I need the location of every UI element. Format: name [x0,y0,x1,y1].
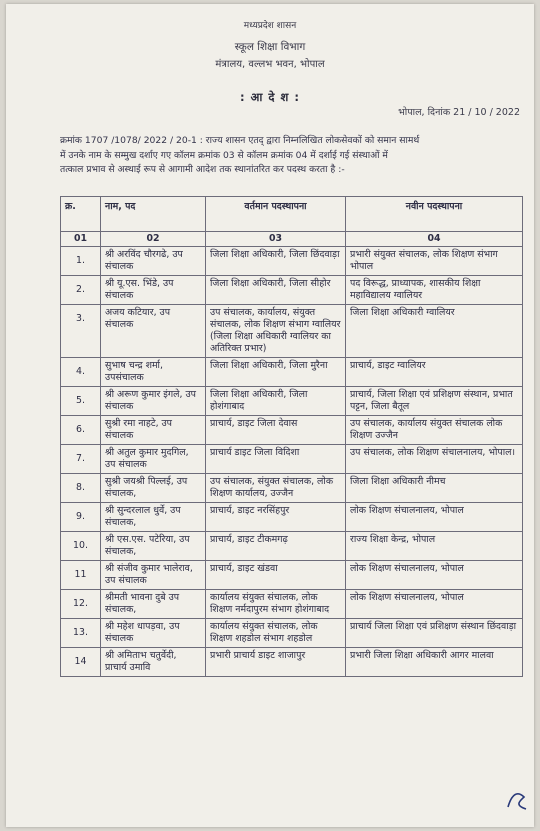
row-current-posting: उप संचालक, कार्यालय, संयुक्त संचालक, लोक शिक्षण संभाग ग्वालियर (जिला शिक्षा अधिकारी ग्वालियर का अतिरिक्त प्रभार) [206,305,346,358]
header-address: मंत्रालय, वल्लभ भवन, भोपाल [215,59,325,70]
column-number: 02 [101,232,206,247]
row-serial: 4. [61,358,101,387]
row-current-posting: कार्यालय संयुक्त संचालक, लोक शिक्षण शहडोल संभाग शहडोल [206,619,346,648]
table-header-row [61,197,523,232]
row-serial: 8. [61,474,101,503]
table-row [61,305,523,358]
row-serial: 14 [61,648,101,677]
row-name: श्री सुन्दरलाल धुर्वे, उप संचालक, [101,503,206,532]
row-current-posting: प्राचार्य, डाइट टीकमगढ़ [206,532,346,561]
table-row [61,532,523,561]
row-current-posting: प्राचार्य डाइट जिला विदिशा [206,445,346,474]
row-current-posting: जिला शिक्षा अधिकारी, जिला मुरैना [206,358,346,387]
row-name: श्री अरविंद चौरगढे, उप संचालक [101,247,206,276]
row-serial: 7. [61,445,101,474]
row-serial: 2. [61,276,101,305]
row-name: श्री यू.एस. भिंडे, उप संचालक [101,276,206,305]
row-serial: 12. [61,590,101,619]
table-row [61,247,523,276]
row-new-posting: राज्य शिक्षा केन्द्र, भोपाल [346,532,523,561]
row-name: अजय कटियार, उप संचालक [101,305,206,358]
header-government: मध्यप्रदेश शासन [243,21,297,31]
table-row [61,590,523,619]
row-name: श्री अमिताभ चतुर्वेदी, प्राचार्य उमावि [101,648,206,677]
header-name-post: नाम, पद [101,197,206,232]
row-current-posting: प्रभारी प्राचार्य डाइट शाजापुर [206,648,346,677]
row-current-posting: उप संचालक, संयुक्त संचालक, लोक शिक्षण कार्यालय, उज्जैन [206,474,346,503]
column-number: 04 [346,232,523,247]
row-new-posting: प्राचार्य, डाइट ग्वालियर [346,358,523,387]
row-serial: 6. [61,416,101,445]
order-title: : आ दे श : [240,90,300,104]
table-row [61,648,523,677]
intro-line-3: तत्काल प्रभाव से अस्थाई रूप से आगामी आदेश तक स्थानांतरित कर पदस्थ करता है :- [60,164,345,175]
row-current-posting: प्राचार्य, डाइट नरसिंहपुर [206,503,346,532]
table-row [61,358,523,387]
row-name: सुश्री रमा नाहटे, उप संचालक [101,416,206,445]
row-name: श्री अरूण कुमार इंगले, उप संचालक [101,387,206,416]
transfer-table [60,196,523,677]
intro-line-2: में उनके नाम के सम्मुख दर्शाए गए कॉलम क्रमांक 03 से कॉलम क्रमांक 04 में दर्शाई गई संस्थाओं में [60,149,388,161]
header-current-posting: वर्तमान पदस्थापना [206,197,346,232]
row-serial: 13. [61,619,101,648]
row-new-posting: प्राचार्य, जिला शिक्षा एवं प्रशिक्षण संस्थान, प्रभात पट्टन, जिला बैतूल [346,387,523,416]
row-new-posting: प्रभारी जिला शिक्षा अधिकारी आगर मालवा [346,648,523,677]
row-current-posting: जिला शिक्षा अधिकारी, जिला होशंगाबाद [206,387,346,416]
header-department: स्कूल शिक्षा विभाग [234,41,306,53]
row-new-posting: उप संचालक, लोक शिक्षण संचालनालय, भोपाल। [346,445,523,474]
row-serial: 11 [61,561,101,590]
row-serial: 1. [61,247,101,276]
header-new-posting: नवीन पदस्थापना [346,197,523,232]
row-serial: 9. [61,503,101,532]
table-row [61,503,523,532]
table-row [61,445,523,474]
row-name: श्रीमती भावना दुबे उप संचालक, [101,590,206,619]
row-new-posting: प्राचार्य जिला शिक्षा एवं प्रशिक्षण संस्थान छिंदवाड़ा [346,619,523,648]
row-serial: 5. [61,387,101,416]
table-row [61,416,523,445]
row-new-posting: जिला शिक्षा अधिकारी ग्वालियर [346,305,523,358]
row-name: सुभाष चन्द्र शर्मा, उपसंचालक [101,358,206,387]
table-row [61,474,523,503]
column-number-row [61,232,523,247]
row-current-posting: प्राचार्य, डाइट जिला देवास [206,416,346,445]
column-number: 03 [206,232,346,247]
row-name: सुश्री जयश्री पिल्लई, उप संचालक, [101,474,206,503]
row-new-posting: लोक शिक्षण संचालनालय, भोपाल [346,561,523,590]
header-serial: क्र. [61,197,101,232]
order-date: भोपाल, दिनांक 21 / 10 / 2022 [398,107,520,118]
table-row [61,276,523,305]
row-name: श्री अतुल कुमार मुदगिल, उप संचालक [101,445,206,474]
row-name: श्री महेश धापड़वा, उप संचालक [101,619,206,648]
intro-line-1: क्रमांक 1707 /1078/ 2022 / 20-1 : राज्य शासन एतद् द्वारा निम्नलिखित लोकसेवकों को समान सामर्थ [60,135,420,146]
row-current-posting: प्राचार्य, डाइट खंडवा [206,561,346,590]
row-new-posting: पद विरूद्ध, प्राध्यापक, शासकीय शिक्षा महाविद्यालय ग्वालियर [346,276,523,305]
row-current-posting: कार्यालय संयुक्त संचालक, लोक शिक्षण नर्मदापुरम संभाग होशंगाबाद [206,590,346,619]
row-new-posting: लोक शिक्षण संचालनालय, भोपाल [346,503,523,532]
table-row [61,619,523,648]
row-serial: 10. [61,532,101,561]
row-name: श्री एस.एस. पटेरिया, उप संचालक, [101,532,206,561]
row-current-posting: जिला शिक्षा अधिकारी, जिला छिंदवाड़ा [206,247,346,276]
row-new-posting: लोक शिक्षण संचालनालय, भोपाल [346,590,523,619]
row-name: श्री संजीव कुमार भालेराव, उप संचालक [101,561,206,590]
row-current-posting: जिला शिक्षा अधिकारी, जिला सीहोर [206,276,346,305]
row-new-posting: उप संचालक, कार्यालय संयुक्त संचालक लोक शिक्षण उज्जैन [346,416,523,445]
row-serial: 3. [61,305,101,358]
table-row [61,387,523,416]
column-number: 01 [61,232,101,247]
row-new-posting: प्रभारी संयुक्त संचालक, लोक शिक्षण संभाग भोपाल [346,247,523,276]
order-intro-paragraph [60,134,510,178]
ink-mark-icon [504,787,530,813]
row-new-posting: जिला शिक्षा अधिकारी नीमच [346,474,523,503]
table-row [61,561,523,590]
document-page [6,4,534,827]
